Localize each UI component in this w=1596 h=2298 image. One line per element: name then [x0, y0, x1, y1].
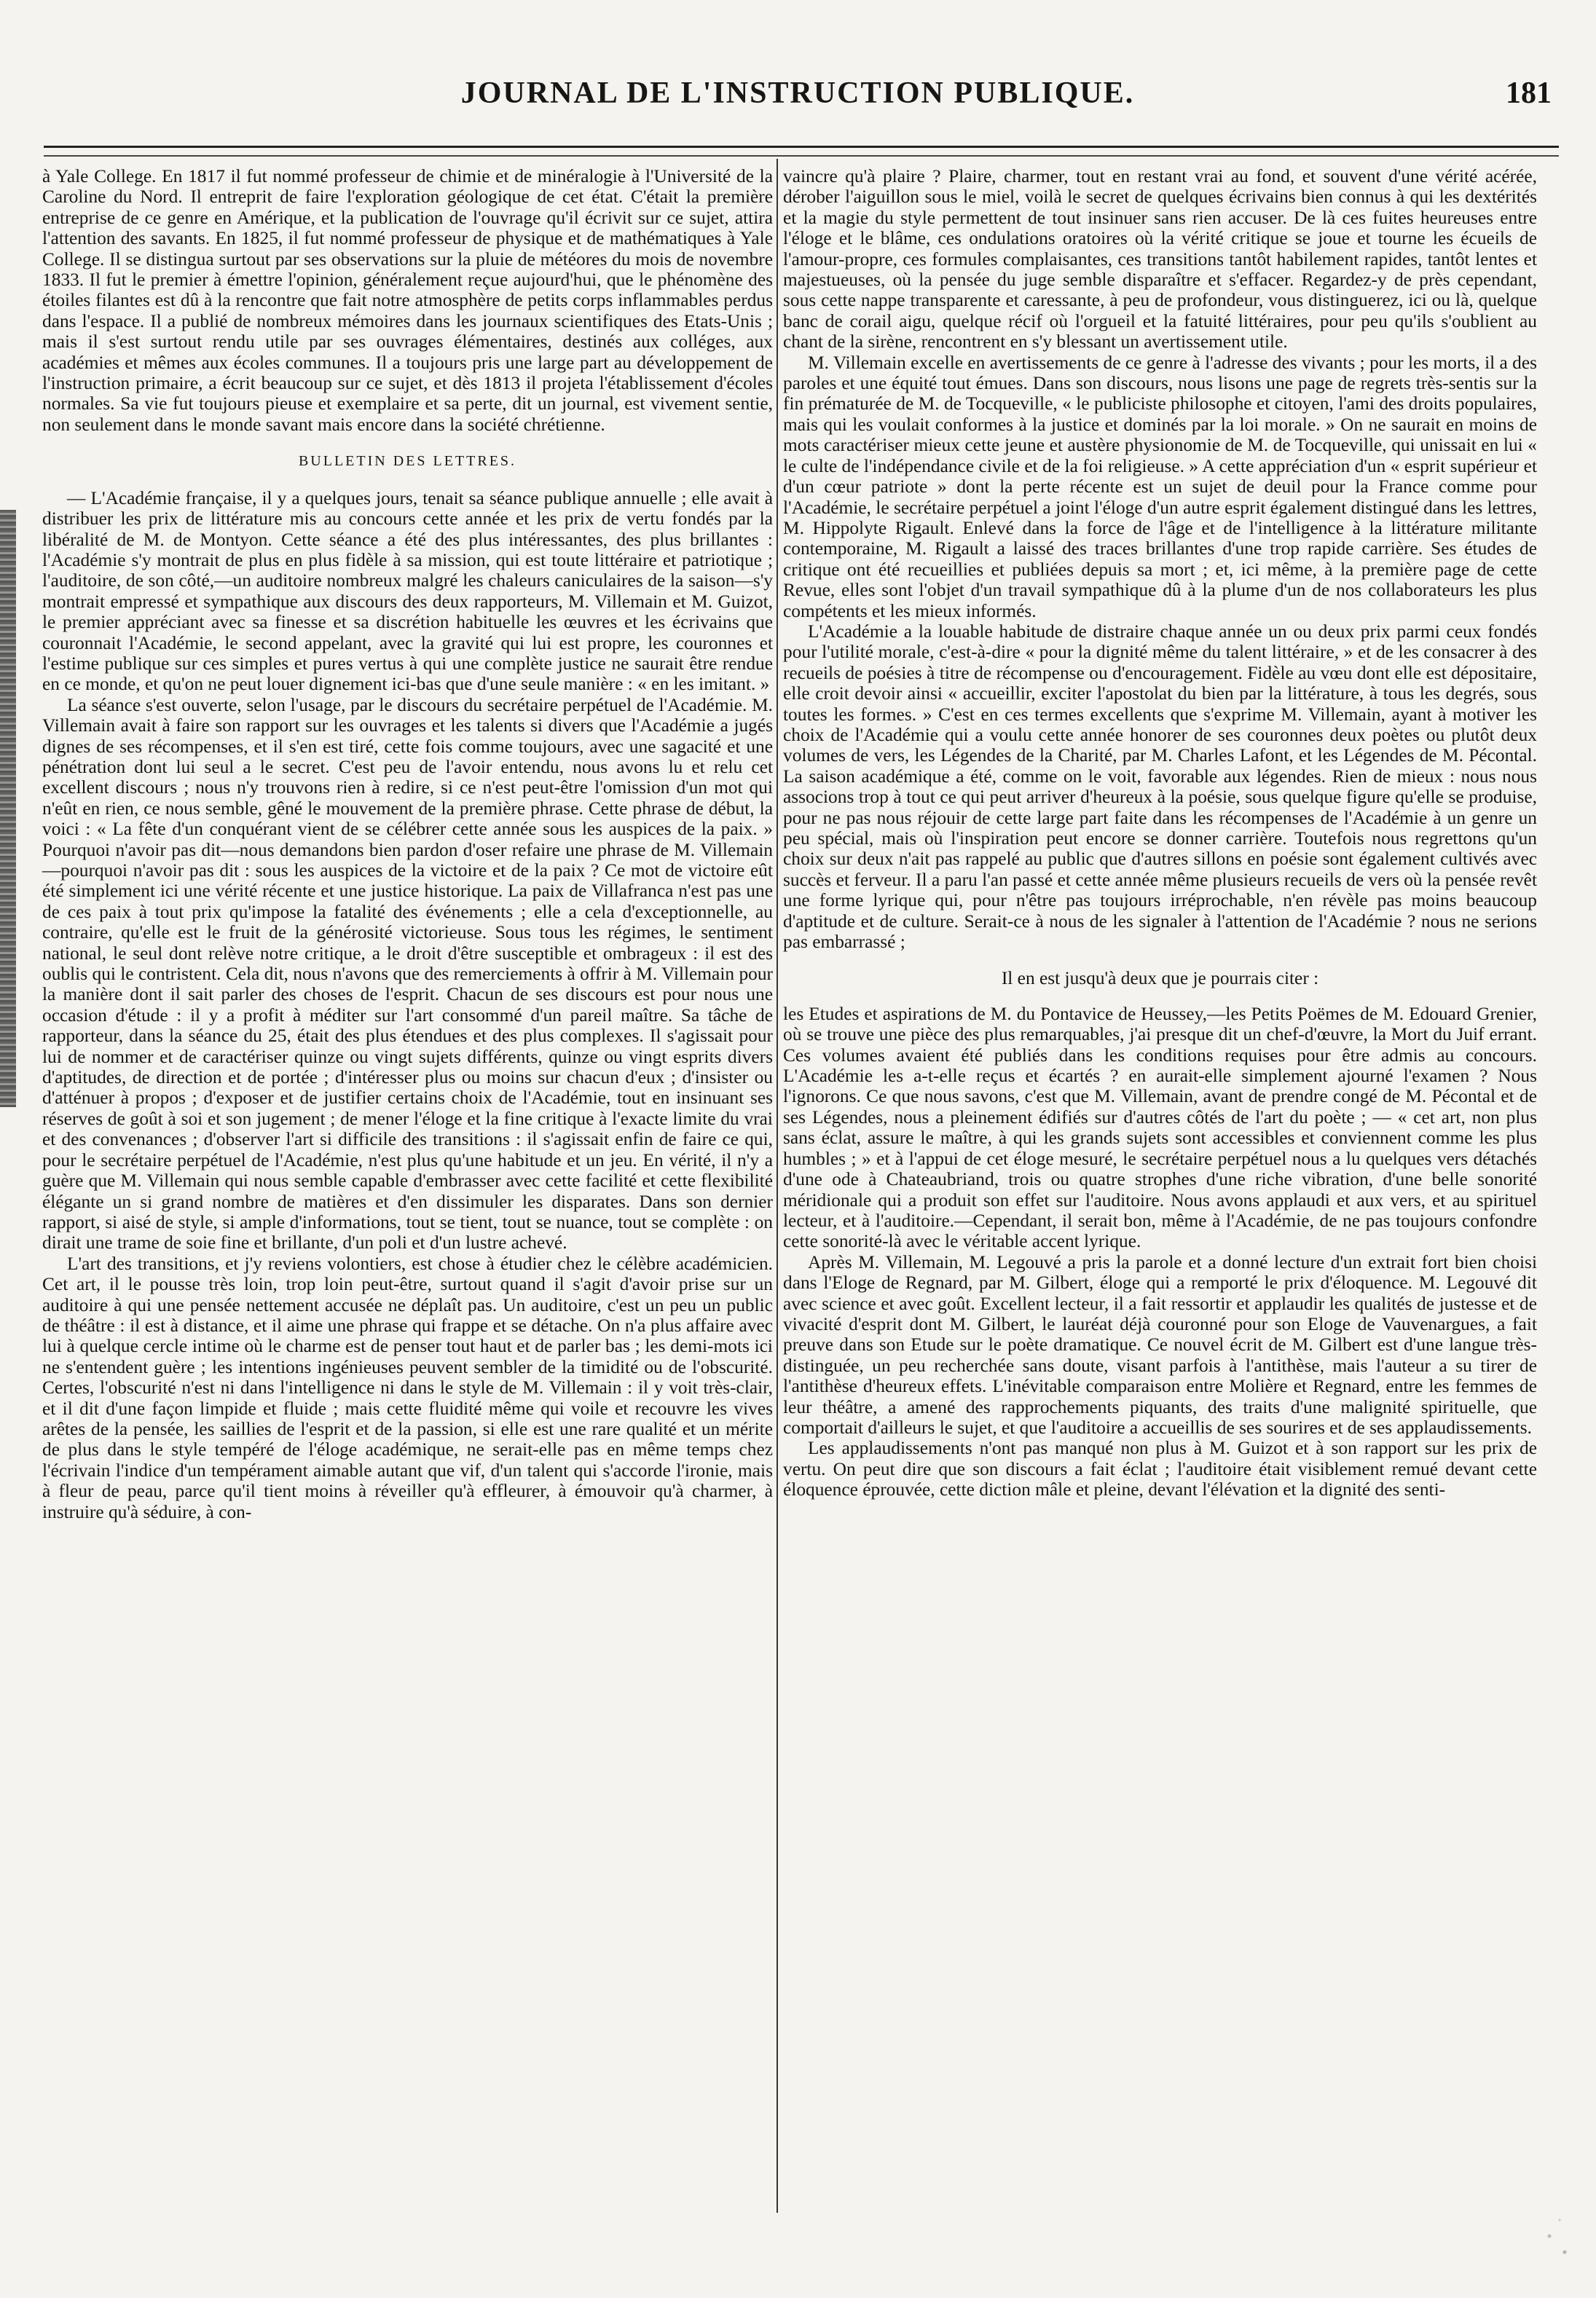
section-heading: BULLETIN DES LETTRES.	[298, 453, 517, 470]
header-rule	[44, 146, 1559, 157]
page-number: 181	[1506, 76, 1552, 110]
article-paragraph: Après M. Villemain, M. Legouvé a pris la parole et a donné lecture d'un extrait fort bien choisi dans l'Eloge de Regnard, par M. Gilbert, éloge qui a remporté le prix d'éloquence. M. Legouvé dit avec science et avec goût. Excellent lecteur, il a fait ressortir et applaudir les qualités de justesse et de vivacité d'esprit dont M. Gilbert, le lauréat déjà couronné pour son Eloge de Vauvenargues, a fait preuve dans son Etude sur le poète dramatique. Ce nouvel écrit de M. Gilbert est d'une langue très-distinguée, un peu recherchée sans doute, visant parfois à l'antithèse, mais l'auteur a su tirer de l'antithèse d'heureux effets. L'inévitable comparaison entre Molière et Regnard, entre les femmes de leur théâtre, a amené des rapprochements piquants, des traits d'une malignité spirituelle, que comportait d'ailleurs le sujet, et que l'auditoire a accueillis de ses sourires et de ses applaudissements.	[783, 1251, 1537, 1438]
binding-edge-stain	[0, 510, 16, 1107]
page-header	[29, 76, 1566, 127]
left-column	[42, 166, 773, 1522]
article-paragraph: les Etudes et aspirations de M. du Pontavice de Heussey,—les Petits Poëmes de M. Edouard Grenier, où se trouve une pièce des plus remarquables, j'ai presque dit un chef-d'œuvre, la Mort du Juif errant. Ces volumes avaient été publiés dans les conditions requises pour être admis au concours. L'Académie les a-t-elle reçus et écartés ? en aurait-elle simplement ajourné l'examen ? Nous l'ignorons. Ce que nous savons, c'est que M. Villemain, avant de prendre congé de M. Pécontal et de ses Légendes, nous a pleinement édifiés sur d'autres côtés de l'art du poète ; — « cet art, non plus sans éclat, assure le maître, à qui les grands sujets sont accessibles et conviennent comme les plus humbles ; » et à l'appui de cet éloge mesuré, le secrétaire perpétuel nous a lu quelques vers détachés d'une ode à Chateaubriand, trois ou quatre strophes d'une riche vibration, d'une belle sonorité méridionale qui a produit son effet sur l'auditoire. Nous avons applaudi et aux vers, et au spirituel lecteur, et à l'auditoire.—Cependant, il serait bon, même à l'Académie, de ne pas toujours confondre cette sonorité-là avec le véritable accent lyrique.	[783, 1003, 1537, 1252]
article-paragraph: vaincre qu'à plaire ? Plaire, charmer, tout en restant vrai au fond, et souvent d'une vérité acérée, dérober l'aiguillon sous le miel, voilà le secret de quelques écrivains bien connus à qui les dextérités et la magie du style permettent de tout insinuer sans rien accuser. De là ces fuites heureuses entre l'éloge et le blâme, ces ondulations oratoires où la vérité critique se joue et tourne les écueils de l'amour-propre, ces formules complaisantes, ces transitions tantôt habilement rapides, tantôt lentes et majestueuses, où la pensée du juge semble disparaître et s'effacer. Regardez-y de près cependant, sous cette nappe transparente et caressante, à peu de profondeur, vous distinguerez, ici ou là, quelque banc de corail aigu, quelque récif où l'orgueil et la fatuité littéraires, pour peu qu'ils s'oublient au chant de la sirène, rencontrent en s'y blessant un avertissement utile.	[783, 166, 1537, 353]
article-paragraph: M. Villemain excelle en avertissements de ce genre à l'adresse des vivants ; pour les morts, il a des paroles et une équité tout émues. Dans son discours, nous lisons une page de regrets très-sentis sur la fin prématurée de M. de Tocqueville, « le publiciste philosophe et citoyen, l'ami des droits populaires, mais qui les voulait conformes à la justice et dominés par la loi morale. » On ne saurait en moins de mots caractériser mieux cette jeune et austère physionomie de M. de Tocqueville, qui unissait en lui « le culte de l'indépendance civile et de la foi religieuse. » A cette appréciation d'un « esprit supérieur et d'un cœur patriote » dont la perte récente est un sujet de deuil pour la France comme pour l'Académie, le secrétaire perpétuel a joint l'éloge d'un autre esprit également distingué dans les lettres, M. Hippolyte Rigault. Enlevé dans la force de l'âge et de l'intelligence à la littérature militante contemporaine, M. Rigault a laissé des traces brillantes d'une trop rapide carrière. Ses études de critique ont été recueillies et publiées depuis sa mort ; et, ici même, à la première page de cette Revue, elles sont l'objet d'un travail sympathique dû à la plume d'un de nos collaborateurs les plus compétents et les mieux informés.	[783, 352, 1537, 621]
column-divider	[777, 159, 778, 2213]
article-paragraph: La séance s'est ouverte, selon l'usage, par le discours du secrétaire perpétuel de l'Académie. M. Villemain avait à faire son rapport sur les ouvrages et les talents si divers que l'Académie a jugés dignes de ses récompenses, et il s'en est tiré, cette fois comme toujours, avec une sagacité et une pénétration dont lui seul a le secret. C'est peu de l'avoir entendu, nous avons lu et relu cet excellent discours ; nous n'y trouvons rien à redire, si ce n'est peut-être l'omission d'un mot qui n'eût en rien, ce nous semble, gêné le mouvement de la première phrase. Cette phrase de début, la voici : « La fête d'un conquérant vient de se célébrer cette année sous les auspices de la paix. » Pourquoi n'avoir pas dit—nous demandons bien pardon d'oser refaire une phrase de M. Villemain—pourquoi n'avoir pas dit : sous les auspices de la victoire et de la paix ? Ce mot de victoire eût été simplement ici une vérité récente et une justice historique. La paix de Villafranca n'est pas une de ces paix à tout prix qu'impose la fatalité des événements ; elle a cela d'exceptionnelle, au contraire, qu'elle est le fruit de la générosité victorieuse. Sous tous les régimes, le sentiment national, le seul dont relève notre critique, a le droit d'être susceptible et ombrageux : il est des oublis qui le contristent. Cela dit, nous n'avons que des remerciements à offrir à M. Villemain pour la manière dont il sait parler des choses de l'esprit. Chacun de ses discours est pour nous une occasion d'étude : il y a profit à méditer sur l'art consommé d'un pareil maître. Sa tâche de rapporteur, dans la séance du 25, était des plus étendues et des plus complexes. Il s'agissait pour lui de nommer et de caractériser quinze ou vingt sujets différents, quinze ou vingt esprits divers d'aptitudes, de direction et de portée ; d'intéresser plus ou moins sur chacun d'eux ; d'insister ou d'atténuer à propos ; d'exposer et de justifier certains choix de l'Académie, tout en insinuant ses réserves de goût à soi et son jugement ; de mener l'éloge et la fine critique à l'exacte limite du vrai et des convenances ; d'observer l'art si difficile des transitions : il s'agissait enfin de faire ce qui, pour le secrétaire perpétuel de l'Académie, n'est plus qu'une habitude et un jeu. En vérité, il n'y a guère que M. Villemain qui nous semble capable d'embrasser avec cette facilité et cette flexibilité élégante un si grand nombre de matières et d'en dissimuler les disparates. Dans son dernier rapport, si aisé de style, si ample d'informations, tout se tient, tout se nuance, tout se complète : on dirait une trame de soie fine et brillante, d'un poli et d'un lustre achevé.	[42, 694, 773, 1254]
right-column	[783, 166, 1537, 1500]
paper-speckle	[1529, 2196, 1580, 2276]
centered-line: Il en est jusqu'à deux que je pourrais citer :	[1001, 968, 1319, 989]
article-paragraph: L'art des transitions, et j'y reviens volontiers, est chose à étudier chez le célèbre académicien. Cet art, il le pousse très loin, trop loin peut-être, surtout quand il s'agit d'avoir prise sur un auditoire à qui une pensée nettement accusée ne déplaît pas. Un auditoire, c'est un peu un public de théâtre : il est à distance, et il aime une phrase qui frappe et se détache. On n'a plus affaire avec lui à quelque cercle intime où le charme est de penser tout haut et de parler bas ; les demi-mots ici ne s'entendent guère ; les intentions ingénieuses peuvent sembler de la timidité ou de l'obscurité. Certes, l'obscurité n'est ni dans l'intelligence ni dans le style de M. Villemain : il y voit très-clair, et il dit d'une façon limpide et fluide ; mais cette fluidité même qui voile et recouvre les vives arêtes de la pensée, les saillies de l'esprit et de la passion, si elle est une rare qualité et un mérite de plus dans le style tempéré de l'éloge académique, ne serait-elle pas en même temps chez l'écrivain l'indice d'un tempérament aimable autant que vif, d'un talent qui s'accorde l'ironie, mais à fleur de peau, parce qu'il tient moins à réveiller qu'à effleurer, à émouvoir qu'à charmer, à instruire qu'à séduire, à con-	[42, 1253, 773, 1522]
article-paragraph: — L'Académie française, il y a quelques jours, tenait sa séance publique annuelle ; elle avait à distribuer les prix de littérature mis au concours cette année et les prix de vertu fondés par la libéralité de M. de Montyon. Cette séance a été des plus intéressantes, des plus brillantes : l'Académie s'y montrait de plus en plus fidèle à sa mission, qui est toute littéraire et patriotique ; l'auditoire, de son côté,—un auditoire nombreux malgré les chaleurs caniculaires de la saison—s'y montrait empressé et sympathique aux discours des deux rapporteurs, M. Villemain et M. Guizot, le premier appréciant avec sa finesse et sa discrétion habituelle les œuvres et les écrivains que couronnait l'Académie, le second appelant, avec la gravité qui lui est propre, les couronnes et l'estime publique sur ces simples et pures vertus à qui une complète justice ne saurait être rendue en ce monde, et qu'on ne peut louer dignement ici-bas que d'une seule manière : « en les imitant. »	[42, 487, 773, 695]
running-title: JOURNAL DE L'INSTRUCTION PUBLIQUE.	[460, 76, 1135, 110]
article-paragraph: à Yale College. En 1817 il fut nommé professeur de chimie et de minéralogie à l'Université de la Caroline du Nord. Il entreprit de faire l'exploration géologique de cet état. C'était la première entreprise de ce genre en Amérique, et la publication de l'ouvrage qu'il écrivit sur ce sujet, attira l'attention des savants. En 1825, il fut nommé professeur de physique et de mathématiques à Yale College. Il se distingua surtout par ses observations sur la pluie de météores du mois de novembre 1833. Il fut le premier à émettre l'opinion, généralement reçue aujourd'hui, que le phénomène des étoiles filantes est dû à la rencontre que fait notre atmosphère de petits corps inflammables perdus dans l'espace. Il a publié de nombreux mémoires dans les journaux scientifiques des Etats-Unis ; mais il s'est surtout rendu utile par ses ouvrages élémentaires, destinés aux colléges, aux académies et mêmes aux écoles communes. Il a toujours pris une large part au développement de l'instruction primaire, a écrit beaucoup sur ce sujet, et dès 1813 il projeta l'établissement d'écoles normales. Sa vie fut toujours pieuse et exemplaire et sa perte, dit un journal, est vivement sentie, non seulement dans le monde savant mais encore dans la société chrétienne.	[42, 166, 773, 435]
article-paragraph: L'Académie a la louable habitude de distraire chaque année un ou deux prix parmi ceux fondés pour l'utilité morale, c'est-à-dire « pour la dignité même du talent littéraire, » et de les consacrer à des recueils de poésies à titre de récompense ou d'encouragement. Fidèle au vœu dont elle est dépositaire, elle croit devoir ainsi « accueillir, exciter l'apostolat du bien par la littérature, à tous les degrés, sous toutes les formes. » C'est en ces termes excellents que s'exprime M. Villemain, ayant à motiver les choix de l'Académie qui a voulu cette année honorer de ses couronnes deux poètes ou plutôt deux volumes de vers, les Légendes de la Charité, par M. Charles Lafont, et les Légendes de M. Pécontal. La saison académique a été, comme on le voit, favorable aux légendes. Rien de mieux : nous nous associons trop à tout ce qui peut arriver d'heureux à la poésie, sous quelque figure qu'elle se produise, pour ne pas nous réjouir de cette large part faite dans les récompenses de l'Académie à un genre un peu spécial, mais où l'inspiration peut encore se donner carrière. Toutefois nous regrettons qu'un choix sur deux n'ait pas rappelé au public que d'autres sillons en poésie sont également cultivés avec succès et ferveur. Il a paru l'an passé et cette année même plusieurs recueils de vers où la pensée revêt une forme lyrique qui, pour n'être pas toujours irréprochable, n'en révèle pas moins beaucoup d'aptitude et de culture. Serait-ce à nous de les signaler à l'attention de l'Académie ? nous ne serions pas embarrassé ;	[783, 621, 1537, 953]
article-paragraph: Les applaudissements n'ont pas manqué non plus à M. Guizot et à son rapport sur les prix de vertu. On peut dire que son discours a fait éclat ; l'auditoire était visiblement remué devant cette éloquence éprouvée, cette diction mâle et pleine, devant l'élévation et la dignité des senti-	[783, 1438, 1537, 1500]
